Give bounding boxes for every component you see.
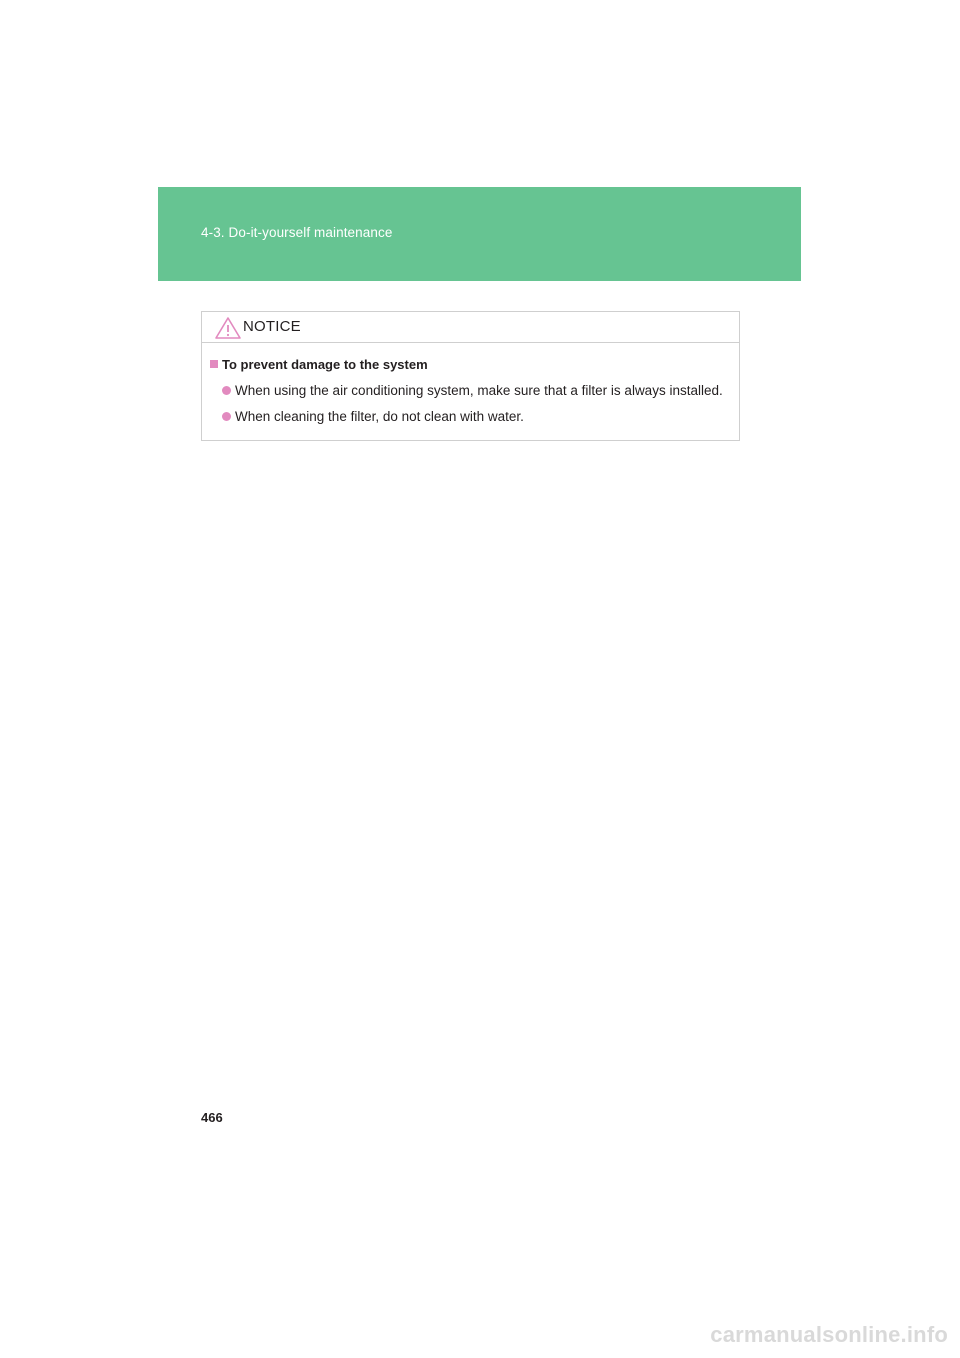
notice-box: [201, 311, 740, 441]
notice-title: NOTICE: [243, 318, 301, 335]
page-number: 466: [201, 1110, 223, 1125]
notice-heading: [210, 357, 428, 372]
notice-heading-text: To prevent damage to the system: [222, 357, 428, 372]
list-item: [222, 409, 524, 424]
watermark: carmanualsonline.info: [710, 1322, 948, 1347]
warning-triangle-icon: [214, 316, 242, 340]
list-item: [222, 383, 723, 398]
circle-bullet-icon: [222, 412, 231, 421]
section-header-band: [158, 187, 801, 281]
circle-bullet-icon: [222, 386, 231, 395]
list-item-text: When cleaning the filter, do not clean with water.: [235, 409, 524, 424]
square-bullet-icon: [210, 360, 218, 368]
list-item-text: When using the air conditioning system, make sure that a filter is always installed.: [235, 383, 723, 398]
section-title: 4-3. Do-it-yourself maintenance: [201, 225, 393, 240]
notice-header: [202, 312, 739, 343]
